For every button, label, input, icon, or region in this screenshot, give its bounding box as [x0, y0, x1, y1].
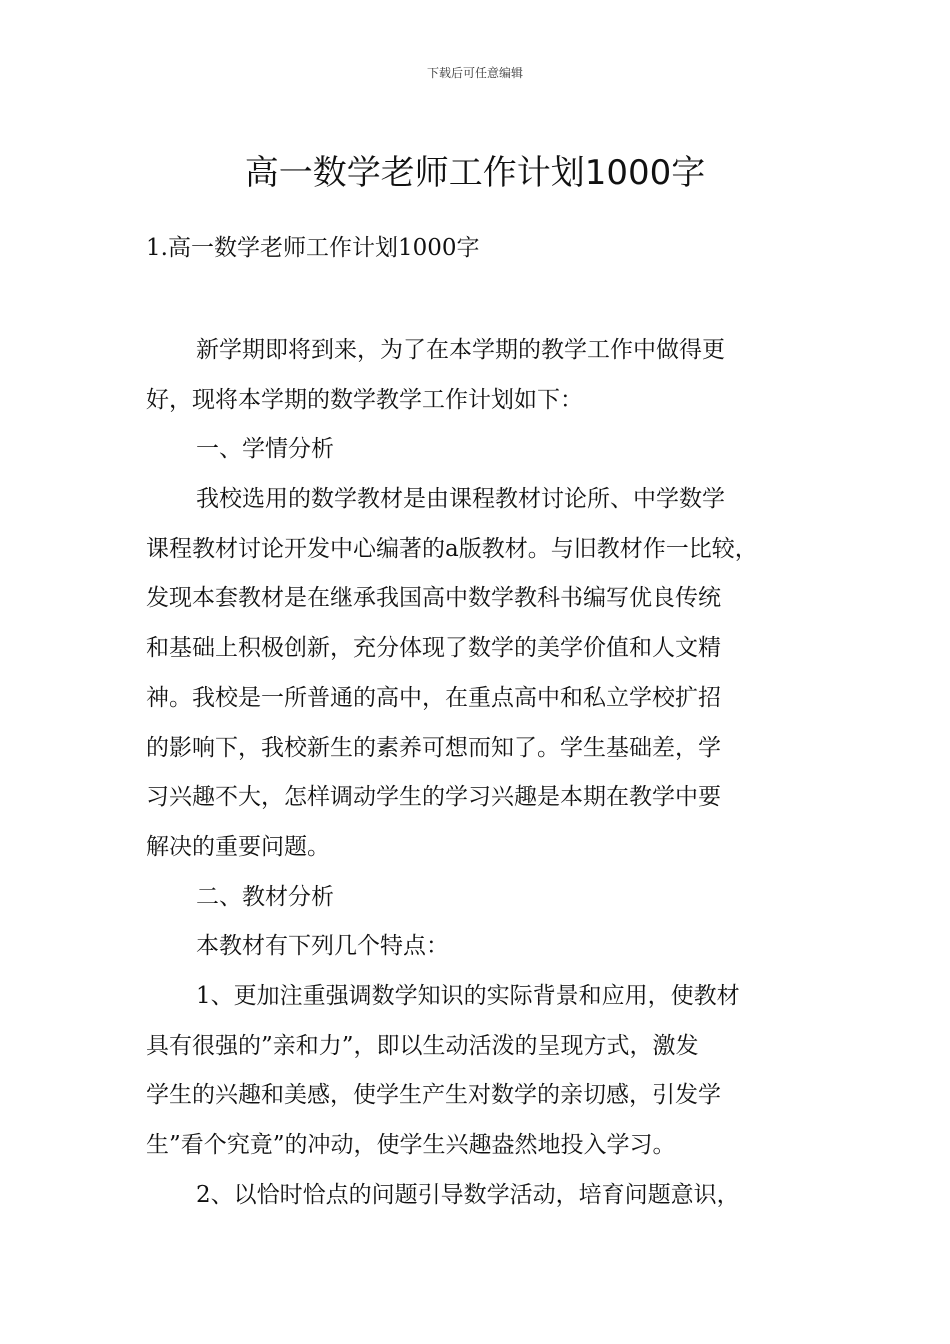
body-line-analysis-4: 和基础上积极创新，充分体现了数学的美学价值和人文精: [146, 635, 721, 662]
header-note: 下载后可任意编辑: [426, 66, 523, 80]
section-heading: 1.高一数学老师工作计划1000字: [146, 235, 480, 261]
body-line-feature-1-a: 1、更加注重强调数学知识的实际背景和应用，使教材: [196, 982, 740, 1009]
body-line-analysis-1: 我校选用的数学教材是由课程教材讨论所、中学数学: [196, 486, 725, 513]
body-line-analysis-2: 课程教材讨论开发中心编著的a版教材。与旧教材作一比较，: [146, 535, 758, 562]
body-line-feature-2-a: 2、以恰时恰点的问题引导数学活动，培育问题意识，: [196, 1181, 740, 1208]
body-line-analysis-3: 发现本套教材是在继承我国高中数学教科书编写优良传统: [146, 585, 721, 612]
body-line-analysis-8: 解决的重要问题。: [146, 833, 330, 860]
body-line-intro-2: 好，现将本学期的数学教学工作计划如下：: [146, 386, 583, 413]
body-line-intro-1: 新学期即将到来，为了在本学期的教学工作中做得更: [196, 337, 725, 363]
body-line-feature-1-c: 学生的兴趣和美感，使学生产生对数学的亲切感，引发学: [146, 1082, 721, 1109]
body-line-feature-1-b: 具有很强的”亲和力”，即以生动活泼的呈现方式，激发: [146, 1032, 699, 1059]
body-line-analysis-6: 的影响下，我校新生的素养可想而知了。学生基础差，学: [146, 734, 721, 761]
body-line-analysis-7: 习兴趣不大，怎样调动学生的学习兴趣是本期在教学中要: [146, 784, 721, 811]
subheading-textbook-analysis: 二、教材分析: [196, 883, 334, 910]
document-title: 高一数学老师工作计划1000字: [244, 152, 706, 193]
body-text: [146, 326, 806, 1220]
body-line-analysis-5: 神。我校是一所普通的高中，在重点高中和私立学校扩招: [146, 684, 721, 711]
body-line-features-intro: 本教材有下列几个特点：: [196, 933, 449, 960]
body-line-feature-1-d: 生”看个究竟”的冲动，使学生兴趣盎然地投入学习。: [146, 1132, 676, 1158]
subheading-learning-analysis: 一、学情分析: [196, 436, 334, 463]
